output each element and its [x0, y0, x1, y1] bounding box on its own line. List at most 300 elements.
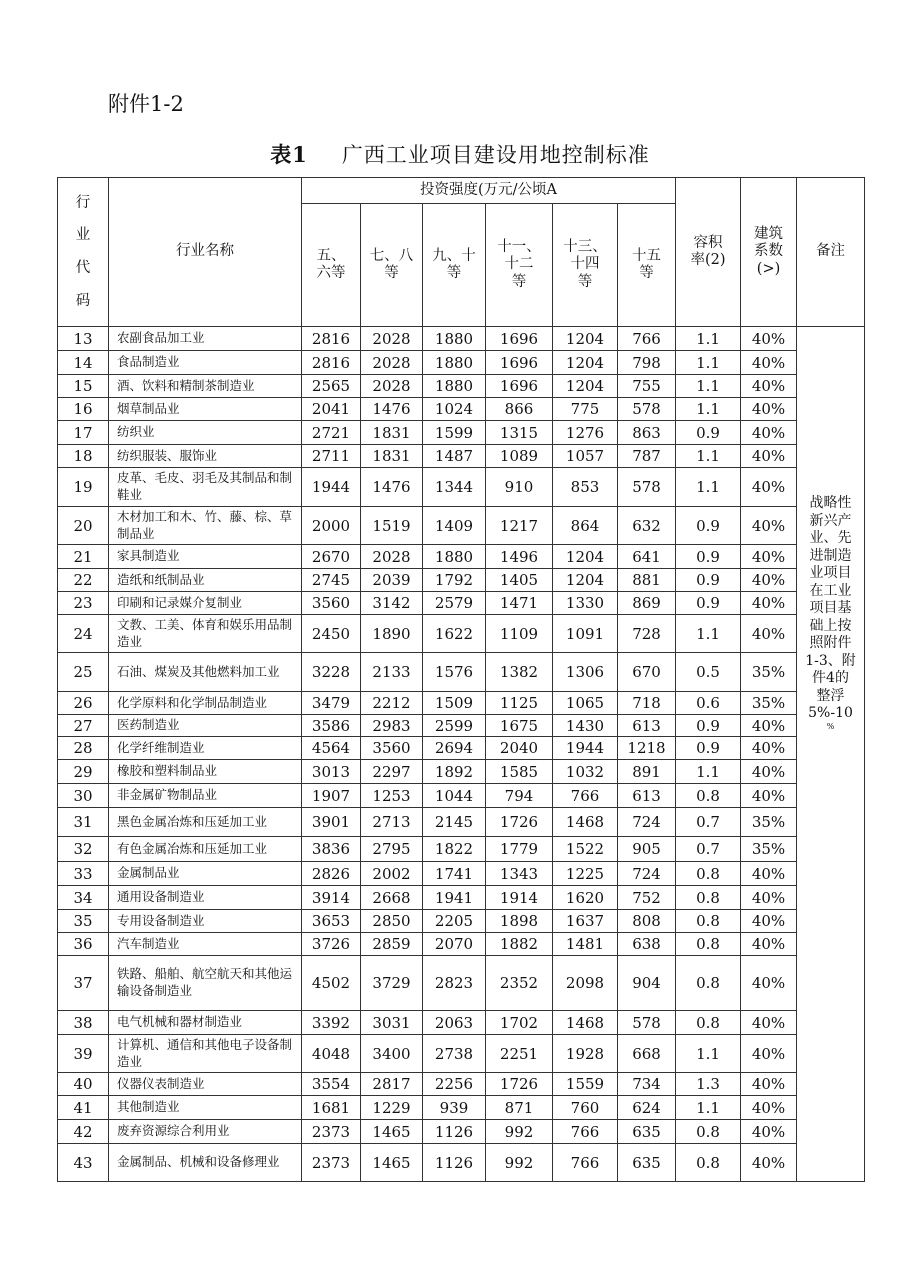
industry-code-cell: 36 [58, 933, 109, 956]
investment-value-cell: 2694 [423, 737, 486, 760]
annex-label: 附件1-2 [108, 92, 184, 116]
investment-value-cell: 1620 [553, 886, 618, 910]
investment-value-cell: 794 [486, 784, 553, 808]
investment-value-cell: 635 [618, 1144, 676, 1182]
investment-value-cell: 3726 [302, 933, 361, 956]
investment-value-cell: 1496 [486, 545, 553, 569]
investment-value-cell: 3228 [302, 653, 361, 692]
investment-value-cell: 2133 [361, 653, 423, 692]
investment-value-cell: 2450 [302, 615, 361, 653]
investment-value-cell: 2850 [361, 910, 423, 933]
table-row [58, 445, 865, 468]
industry-name-cell: 农副食品加工业 [109, 327, 302, 351]
investment-value-cell: 4502 [302, 956, 361, 1011]
investment-value-cell: 1585 [486, 760, 553, 784]
investment-value-cell: 632 [618, 507, 676, 545]
investment-value-cell: 2205 [423, 910, 486, 933]
investment-value-cell: 578 [618, 398, 676, 421]
floor-area-ratio-cell: 1.1 [676, 1035, 741, 1073]
remark-line: 础上按 [809, 617, 852, 634]
industry-code-cell: 29 [58, 760, 109, 784]
table-row [58, 421, 865, 445]
investment-value-cell: 2599 [423, 715, 486, 737]
investment-value-cell: 2063 [423, 1011, 486, 1035]
remark-line: 进制造 [809, 547, 852, 564]
header-grade-9-10: 九、十 等 [423, 204, 486, 327]
floor-area-ratio-cell: 0.8 [676, 1011, 741, 1035]
investment-value-cell: 1409 [423, 507, 486, 545]
floor-area-ratio-cell: 0.8 [676, 933, 741, 956]
industry-code-cell: 18 [58, 445, 109, 468]
investment-value-cell: 1253 [361, 784, 423, 808]
remark-line: 业、先 [809, 530, 852, 546]
table-number: 表1 [270, 142, 308, 167]
investment-value-cell: 1330 [553, 592, 618, 615]
industry-name-cell: 造纸和纸制品业 [109, 569, 302, 592]
floor-area-ratio-cell: 0.8 [676, 886, 741, 910]
table-row [58, 886, 865, 910]
investment-value-cell: 638 [618, 933, 676, 956]
industry-name-cell: 计算机、通信和其他电子设备制造业 [109, 1035, 302, 1073]
investment-value-cell: 1941 [423, 886, 486, 910]
investment-value-cell: 1831 [361, 421, 423, 445]
floor-area-ratio-cell: 0.9 [676, 715, 741, 737]
investment-value-cell: 1091 [553, 615, 618, 653]
investment-value-cell: 2256 [423, 1073, 486, 1096]
investment-value-cell: 1509 [423, 692, 486, 715]
building-coverage-cell: 40% [741, 468, 797, 507]
floor-area-ratio-cell: 0.8 [676, 1120, 741, 1144]
investment-value-cell: 992 [486, 1144, 553, 1182]
industry-name-cell: 医药制造业 [109, 715, 302, 737]
industry-code-cell: 17 [58, 421, 109, 445]
investment-value-cell: 1487 [423, 445, 486, 468]
floor-area-ratio-cell: 0.9 [676, 507, 741, 545]
investment-value-cell: 2028 [361, 375, 423, 398]
investment-value-cell: 1880 [423, 545, 486, 569]
table-row [58, 615, 865, 653]
investment-value-cell: 775 [553, 398, 618, 421]
investment-value-cell: 1218 [618, 737, 676, 760]
investment-value-cell: 1109 [486, 615, 553, 653]
investment-value-cell: 755 [618, 375, 676, 398]
remark-line: 业项目 [809, 565, 852, 581]
investment-value-cell: 728 [618, 615, 676, 653]
investment-value-cell: 1779 [486, 837, 553, 862]
industry-name-cell: 黑色金属冶炼和压延加工业 [109, 808, 302, 837]
investment-value-cell: 2823 [423, 956, 486, 1011]
industry-name-cell: 食品制造业 [109, 351, 302, 375]
floor-area-ratio-cell: 0.9 [676, 545, 741, 569]
investment-value-cell: 2738 [423, 1035, 486, 1073]
header-grade-15: 十五 等 [618, 204, 676, 327]
industry-code-cell: 38 [58, 1011, 109, 1035]
investment-value-cell: 1465 [361, 1144, 423, 1182]
table-row [58, 760, 865, 784]
investment-value-cell: 2039 [361, 569, 423, 592]
table-row [58, 1144, 865, 1182]
investment-value-cell: 1126 [423, 1120, 486, 1144]
investment-value-cell: 1276 [553, 421, 618, 445]
investment-value-cell: 1405 [486, 569, 553, 592]
investment-value-cell: 4564 [302, 737, 361, 760]
investment-value-cell: 1944 [302, 468, 361, 507]
investment-value-cell: 1519 [361, 507, 423, 545]
investment-value-cell: 2826 [302, 862, 361, 886]
remark-line: 战略性 [809, 495, 852, 511]
floor-area-ratio-cell: 0.9 [676, 421, 741, 445]
investment-value-cell: 2565 [302, 375, 361, 398]
table-row [58, 1073, 865, 1096]
industry-code-cell: 31 [58, 808, 109, 837]
industry-code-cell: 40 [58, 1073, 109, 1096]
investment-value-cell: 766 [553, 1144, 618, 1182]
building-coverage-cell: 40% [741, 545, 797, 569]
investment-value-cell: 881 [618, 569, 676, 592]
remark-line: 5%-10 [808, 705, 853, 721]
investment-value-cell: 1880 [423, 375, 486, 398]
header-floor-area-ratio: 容积 率(2) [676, 178, 741, 327]
investment-value-cell: 3400 [361, 1035, 423, 1073]
investment-value-cell: 1057 [553, 445, 618, 468]
investment-value-cell: 891 [618, 760, 676, 784]
investment-value-cell: 1576 [423, 653, 486, 692]
industry-name-cell: 铁路、船舶、航空航天和其他运输设备制造业 [109, 956, 302, 1011]
investment-value-cell: 2070 [423, 933, 486, 956]
investment-value-cell: 3013 [302, 760, 361, 784]
investment-value-cell: 1476 [361, 398, 423, 421]
remark-cell [797, 327, 865, 1182]
investment-value-cell: 869 [618, 592, 676, 615]
investment-value-cell: 3560 [302, 592, 361, 615]
investment-value-cell: 1204 [553, 351, 618, 375]
building-coverage-cell: 40% [741, 862, 797, 886]
investment-value-cell: 1044 [423, 784, 486, 808]
investment-value-cell: 578 [618, 1011, 676, 1035]
industry-code-cell: 39 [58, 1035, 109, 1073]
investment-value-cell: 1204 [553, 327, 618, 351]
building-coverage-cell: 40% [741, 375, 797, 398]
building-coverage-cell: 40% [741, 956, 797, 1011]
investment-value-cell: 1622 [423, 615, 486, 653]
investment-value-cell: 2145 [423, 808, 486, 837]
industry-code-cell: 26 [58, 692, 109, 715]
industry-code-cell: 28 [58, 737, 109, 760]
remark-line: 项目基 [809, 600, 852, 616]
investment-value-cell: 866 [486, 398, 553, 421]
floor-area-ratio-cell: 1.1 [676, 375, 741, 398]
industry-code-cell: 23 [58, 592, 109, 615]
floor-area-ratio-cell: 0.9 [676, 592, 741, 615]
table-row [58, 327, 865, 351]
remark-line: 1-3、附 [805, 652, 856, 669]
floor-area-ratio-cell: 0.8 [676, 910, 741, 933]
building-coverage-cell: 35% [741, 837, 797, 862]
table-row [58, 468, 865, 507]
building-coverage-cell: 40% [741, 569, 797, 592]
table-row [58, 1011, 865, 1035]
investment-value-cell: 1726 [486, 1073, 553, 1096]
industry-name-cell: 纺织服装、服饰业 [109, 445, 302, 468]
industry-code-cell: 41 [58, 1096, 109, 1120]
investment-value-cell: 2373 [302, 1120, 361, 1144]
investment-value-cell: 1024 [423, 398, 486, 421]
floor-area-ratio-cell: 1.1 [676, 1096, 741, 1120]
floor-area-ratio-cell: 0.9 [676, 569, 741, 592]
investment-value-cell: 1696 [486, 351, 553, 375]
remark-line: 在工业 [809, 582, 852, 599]
investment-value-cell: 2352 [486, 956, 553, 1011]
investment-value-cell: 1928 [553, 1035, 618, 1073]
investment-value-cell: 613 [618, 715, 676, 737]
investment-value-cell: 905 [618, 837, 676, 862]
industry-name-cell: 石油、煤炭及其他燃料加工业 [109, 653, 302, 692]
investment-value-cell: 1204 [553, 375, 618, 398]
industry-code-cell: 14 [58, 351, 109, 375]
industry-code-cell: 37 [58, 956, 109, 1011]
table-row [58, 862, 865, 886]
investment-value-cell: 2040 [486, 737, 553, 760]
investment-value-cell: 1306 [553, 653, 618, 692]
investment-value-cell: 798 [618, 351, 676, 375]
building-coverage-cell: 40% [741, 1035, 797, 1073]
investment-value-cell: 3914 [302, 886, 361, 910]
investment-value-cell: 2000 [302, 507, 361, 545]
investment-value-cell: 724 [618, 862, 676, 886]
industry-name-cell: 电气机械和器材制造业 [109, 1011, 302, 1035]
floor-area-ratio-cell: 0.7 [676, 837, 741, 862]
investment-value-cell: 752 [618, 886, 676, 910]
floor-area-ratio-cell: 1.1 [676, 445, 741, 468]
industry-name-cell: 通用设备制造业 [109, 886, 302, 910]
industry-code-cell: 34 [58, 886, 109, 910]
industry-code-cell: 33 [58, 862, 109, 886]
investment-value-cell: 1125 [486, 692, 553, 715]
building-coverage-cell: 35% [741, 653, 797, 692]
industry-code-cell: 22 [58, 569, 109, 592]
industry-name-cell: 橡胶和塑料制品业 [109, 760, 302, 784]
industry-name-cell: 木材加工和木、竹、藤、棕、草制品业 [109, 507, 302, 545]
industry-code-cell: 43 [58, 1144, 109, 1182]
building-coverage-cell: 40% [741, 615, 797, 653]
header-grade-11-12: 十一、 十二 等 [486, 204, 553, 327]
industry-name-cell: 有色金属冶炼和压延加工业 [109, 837, 302, 862]
investment-value-cell: 1204 [553, 569, 618, 592]
investment-value-cell: 2795 [361, 837, 423, 862]
building-coverage-cell: 40% [741, 445, 797, 468]
building-coverage-cell: 40% [741, 1011, 797, 1035]
investment-value-cell: 2002 [361, 862, 423, 886]
table-row [58, 808, 865, 837]
investment-value-cell: 1559 [553, 1073, 618, 1096]
investment-value-cell: 1217 [486, 507, 553, 545]
building-coverage-cell: 40% [741, 398, 797, 421]
floor-area-ratio-cell: 0.8 [676, 784, 741, 808]
investment-value-cell: 3586 [302, 715, 361, 737]
investment-value-cell: 1344 [423, 468, 486, 507]
industry-code-cell: 25 [58, 653, 109, 692]
investment-value-cell: 2098 [553, 956, 618, 1011]
industry-name-cell: 金属制品业 [109, 862, 302, 886]
investment-value-cell: 1126 [423, 1144, 486, 1182]
investment-value-cell: 624 [618, 1096, 676, 1120]
industry-code-cell: 24 [58, 615, 109, 653]
investment-value-cell: 1637 [553, 910, 618, 933]
table-row [58, 653, 865, 692]
investment-value-cell: 1914 [486, 886, 553, 910]
investment-value-cell: 2373 [302, 1144, 361, 1182]
remark-line: 整浮 [816, 687, 845, 704]
table-row [58, 351, 865, 375]
investment-value-cell: 2028 [361, 545, 423, 569]
investment-value-cell: 3031 [361, 1011, 423, 1035]
building-coverage-cell: 40% [741, 784, 797, 808]
building-coverage-cell: 40% [741, 933, 797, 956]
table-title-text: 广西工业项目建设用地控制标准 [341, 143, 650, 167]
industry-name-cell: 化学纤维制造业 [109, 737, 302, 760]
table-row [58, 956, 865, 1011]
investment-value-cell: 2670 [302, 545, 361, 569]
industry-code-cell: 32 [58, 837, 109, 862]
industry-name-cell: 烟草制品业 [109, 398, 302, 421]
industry-code-cell: 35 [58, 910, 109, 933]
building-coverage-cell: 40% [741, 507, 797, 545]
investment-value-cell: 578 [618, 468, 676, 507]
industry-name-cell: 汽车制造业 [109, 933, 302, 956]
table-row [58, 545, 865, 569]
industry-name-cell: 酒、饮料和精制茶制造业 [109, 375, 302, 398]
table-row [58, 784, 865, 808]
investment-value-cell: 724 [618, 808, 676, 837]
investment-value-cell: 3479 [302, 692, 361, 715]
investment-value-cell: 871 [486, 1096, 553, 1120]
table-row [58, 1035, 865, 1073]
investment-value-cell: 1430 [553, 715, 618, 737]
table-row [58, 569, 865, 592]
table-row [58, 375, 865, 398]
building-coverage-cell: 35% [741, 808, 797, 837]
investment-value-cell: 1225 [553, 862, 618, 886]
industry-name-cell: 印刷和记录媒介复制业 [109, 592, 302, 615]
investment-value-cell: 2713 [361, 808, 423, 837]
industry-code-cell: 21 [58, 545, 109, 569]
investment-value-cell: 1465 [361, 1120, 423, 1144]
investment-value-cell: 1944 [553, 737, 618, 760]
investment-value-cell: 853 [553, 468, 618, 507]
floor-area-ratio-cell: 0.8 [676, 862, 741, 886]
land-use-standard-table [57, 177, 865, 1182]
investment-value-cell: 2983 [361, 715, 423, 737]
investment-value-cell: 766 [553, 784, 618, 808]
header-remark: 备注 [797, 178, 865, 327]
table-row [58, 910, 865, 933]
industry-code-cell: 20 [58, 507, 109, 545]
header-grade-5-6: 五、 六等 [302, 204, 361, 327]
building-coverage-cell: 40% [741, 592, 797, 615]
investment-value-cell: 613 [618, 784, 676, 808]
industry-code-cell: 19 [58, 468, 109, 507]
investment-value-cell: 2711 [302, 445, 361, 468]
investment-value-cell: 766 [553, 1120, 618, 1144]
investment-value-cell: 718 [618, 692, 676, 715]
industry-name-cell: 非金属矿物制品业 [109, 784, 302, 808]
building-coverage-cell: 40% [741, 421, 797, 445]
investment-value-cell: 1468 [553, 808, 618, 837]
investment-value-cell: 2212 [361, 692, 423, 715]
investment-value-cell: 766 [618, 327, 676, 351]
investment-value-cell: 2859 [361, 933, 423, 956]
table-title [0, 139, 920, 169]
industry-name-cell: 废弃资源综合利用业 [109, 1120, 302, 1144]
investment-value-cell: 1204 [553, 545, 618, 569]
building-coverage-cell: 40% [741, 1073, 797, 1096]
floor-area-ratio-cell: 0.8 [676, 956, 741, 1011]
floor-area-ratio-cell: 0.8 [676, 1144, 741, 1182]
investment-value-cell: 864 [553, 507, 618, 545]
investment-value-cell: 1898 [486, 910, 553, 933]
industry-code-cell: 30 [58, 784, 109, 808]
table-row [58, 715, 865, 737]
table-row [58, 398, 865, 421]
table-row [58, 592, 865, 615]
investment-value-cell: 1229 [361, 1096, 423, 1120]
investment-value-cell: 1792 [423, 569, 486, 592]
investment-value-cell: 3560 [361, 737, 423, 760]
investment-value-cell: 1822 [423, 837, 486, 862]
investment-value-cell: 1882 [486, 933, 553, 956]
floor-area-ratio-cell: 0.9 [676, 737, 741, 760]
header-industry-code: 行 业 代 码 [58, 178, 109, 327]
building-coverage-cell: 40% [741, 760, 797, 784]
floor-area-ratio-cell: 1.1 [676, 351, 741, 375]
investment-value-cell: 1675 [486, 715, 553, 737]
table-row [58, 1120, 865, 1144]
investment-value-cell: 3554 [302, 1073, 361, 1096]
table-row [58, 692, 865, 715]
floor-area-ratio-cell: 1.1 [676, 327, 741, 351]
building-coverage-cell: 35% [741, 692, 797, 715]
floor-area-ratio-cell: 1.1 [676, 468, 741, 507]
investment-value-cell: 3729 [361, 956, 423, 1011]
investment-value-cell: 1880 [423, 327, 486, 351]
investment-value-cell: 2745 [302, 569, 361, 592]
investment-value-cell: 1481 [553, 933, 618, 956]
investment-value-cell: 760 [553, 1096, 618, 1120]
investment-value-cell: 3836 [302, 837, 361, 862]
investment-value-cell: 863 [618, 421, 676, 445]
investment-value-cell: 1476 [361, 468, 423, 507]
table-row [58, 1096, 865, 1120]
investment-value-cell: 1696 [486, 375, 553, 398]
industry-code-cell: 42 [58, 1120, 109, 1144]
industry-name-cell: 其他制造业 [109, 1096, 302, 1120]
investment-value-cell: 1702 [486, 1011, 553, 1035]
table-header [58, 178, 865, 327]
investment-value-cell: 1726 [486, 808, 553, 837]
table-row [58, 737, 865, 760]
industry-name-cell: 化学原料和化学制品制造业 [109, 692, 302, 715]
investment-value-cell: 1907 [302, 784, 361, 808]
investment-value-cell: 2028 [361, 327, 423, 351]
industry-code-cell: 15 [58, 375, 109, 398]
investment-value-cell: 1343 [486, 862, 553, 886]
investment-value-cell: 1741 [423, 862, 486, 886]
investment-value-cell: 635 [618, 1120, 676, 1144]
investment-value-cell: 3392 [302, 1011, 361, 1035]
building-coverage-cell: 40% [741, 910, 797, 933]
investment-value-cell: 641 [618, 545, 676, 569]
header-investment-intensity: 投资强度(万元/公顷A [302, 178, 676, 204]
